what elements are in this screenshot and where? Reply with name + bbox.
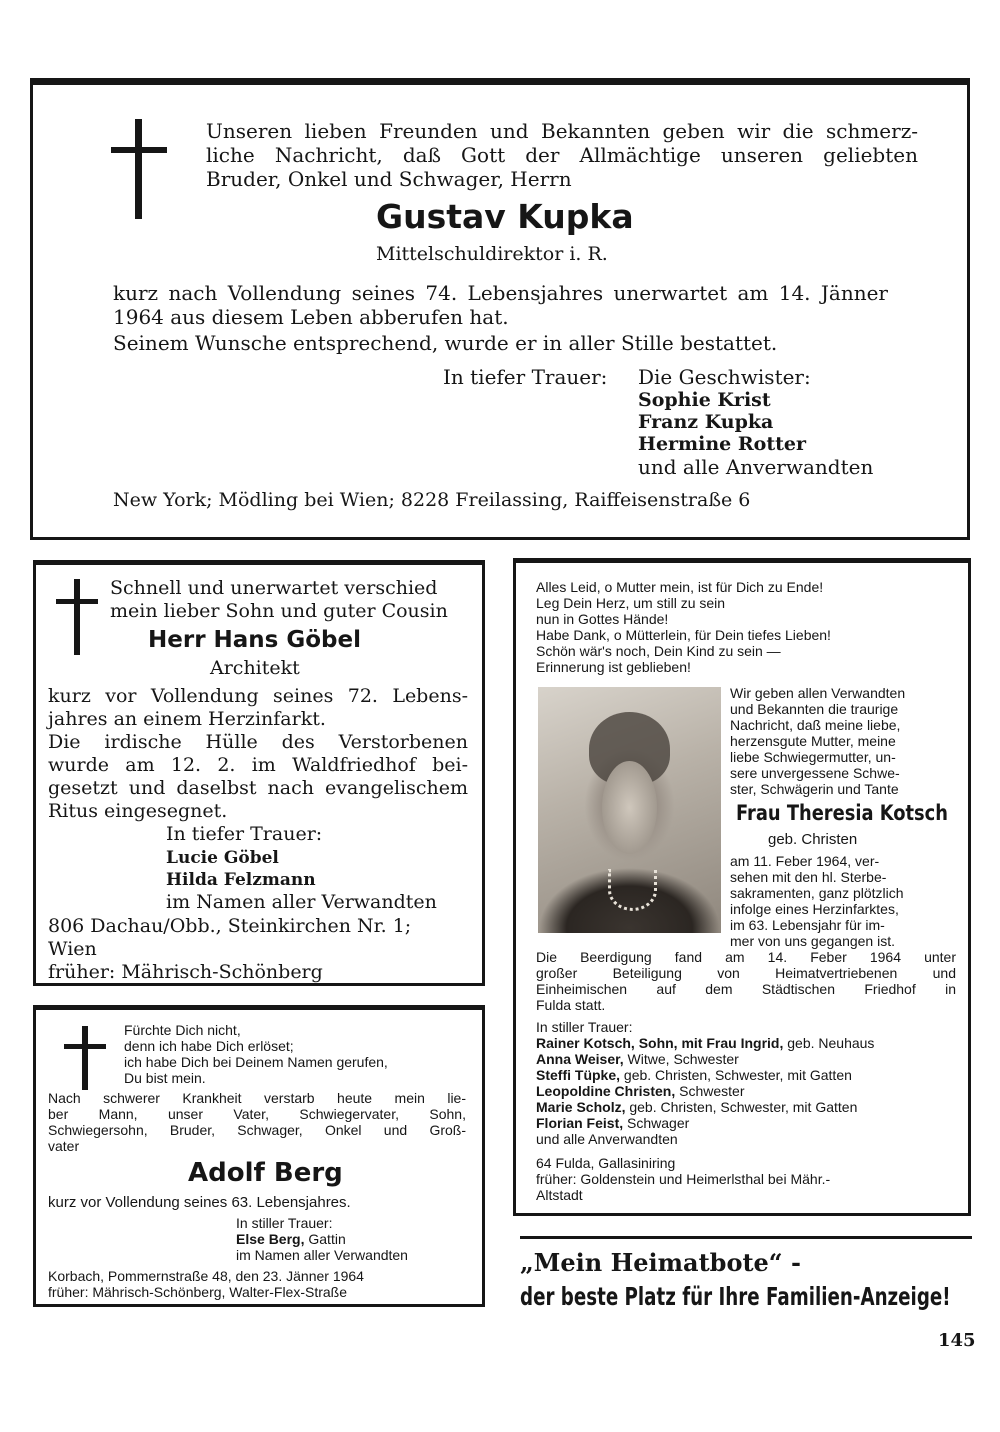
address: früher: Mährisch-Schönberg xyxy=(48,961,323,983)
side-text-line: am 11. Feber 1964, ver- xyxy=(730,853,880,869)
mourner: Marie Scholz, geb. Christen, Schwester, mit Gatten xyxy=(536,1099,858,1115)
body-line: gesetzt und daselbst nach evangelischem xyxy=(48,777,468,799)
mourning-label: In stiller Trauer: xyxy=(536,1019,633,1035)
address: früher: Goldenstein und Heimerlsthal bei Mähr.- xyxy=(536,1171,831,1187)
poem-line: Alles Leid, o Mutter mein, ist für Dich zu Ende! xyxy=(536,579,824,595)
address: 806 Dachau/Obb., Steinkirchen Nr. 1; xyxy=(48,915,412,937)
deceased-born: geb. Christen xyxy=(768,831,858,848)
side-text-line: liebe Schwiegermutter, un- xyxy=(730,749,896,765)
mourner: Anna Weiser, Witwe, Schwester xyxy=(536,1051,739,1067)
address: Korbach, Pommernstraße 48, den 23. Jänner 1964 xyxy=(48,1268,364,1284)
ad-subtitle: der beste Platz für Ihre Familien-Anzeige! xyxy=(520,1282,951,1311)
body-line: Die Beerdigung fand am 14. Feber 1964 unter xyxy=(536,949,956,965)
mourner: Florian Feist, Schwager xyxy=(536,1115,690,1131)
poem-line: Schön wär's noch, Dein Kind zu sein — xyxy=(536,643,781,659)
mourner: Franz Kupka xyxy=(638,411,774,433)
side-text-line: sehen mit den hl. Sterbe- xyxy=(730,869,887,885)
verse-line: Fürchte Dich nicht, xyxy=(124,1022,241,1038)
side-text-line: mer von uns gegangen ist. xyxy=(730,933,895,949)
side-text-line: Nachricht, daß meine liebe, xyxy=(730,717,901,733)
address: Altstadt xyxy=(536,1187,583,1203)
body-line: vater xyxy=(48,1138,80,1154)
address: New York; Mödling bei Wien; 8228 Freilassing, Raiffeisenstraße 6 xyxy=(113,489,751,511)
body-line: jahres an einem Herzinfarkt. xyxy=(48,708,326,730)
intro-line: mein lieber Sohn und guter Cousin xyxy=(110,600,448,622)
page-number: 145 xyxy=(938,1330,976,1351)
intro-line: Bruder, Onkel und Schwager, Herrn xyxy=(206,167,572,191)
side-text-line: sere unvergessene Schwe- xyxy=(730,765,900,781)
mourner: im Namen aller Verwandten xyxy=(236,1247,408,1263)
mourning-label: In stiller Trauer: xyxy=(236,1215,333,1231)
body-line: 1964 aus diesem Leben abberufen hat. xyxy=(113,305,509,329)
mourner: Leopoldine Christen, Schwester xyxy=(536,1083,745,1099)
mourning-label: In tiefer Trauer: xyxy=(166,823,323,845)
cross-icon xyxy=(64,1026,108,1090)
verse-line: Du bist mein. xyxy=(124,1070,206,1086)
poem-line: Habe Dank, o Mütterlein, für Dein tiefes Lieben! xyxy=(536,627,831,643)
side-text-line: und Bekannten die traurige xyxy=(730,701,899,717)
cross-icon xyxy=(111,119,171,219)
mourner: und alle Anverwandten xyxy=(536,1131,678,1147)
deceased-name: Gustav Kupka xyxy=(376,197,634,236)
body-line: Die irdische Hülle des Verstorbenen xyxy=(48,731,468,753)
notice-adolf-berg xyxy=(33,1005,485,1307)
mourning-label: In tiefer Trauer: xyxy=(443,365,608,389)
mourner: Lucie Göbel xyxy=(166,848,279,868)
poem-line: Leg Dein Herz, um still zu sein xyxy=(536,595,726,611)
verse-line: ich habe Dich bei Deinem Namen gerufen, xyxy=(124,1054,388,1070)
side-text-line: sakramenten, ganz plötzlich xyxy=(730,885,904,901)
body-line: Fulda statt. xyxy=(536,997,606,1013)
side-text-line: ster, Schwägerin und Tante xyxy=(730,781,899,797)
address: Wien xyxy=(48,938,97,960)
ad-top-rule xyxy=(520,1236,972,1239)
notice-gustav-kupka xyxy=(30,82,970,540)
side-text-line: infolge eines Herzinfarktes, xyxy=(730,901,899,917)
poem-line: nun in Gottes Hände! xyxy=(536,611,669,627)
mourner: Steffi Tüpke, geb. Christen, Schwester, mit Gatten xyxy=(536,1067,852,1083)
notice-hans-goebel xyxy=(33,560,485,986)
mourner: Hilda Felzmann xyxy=(166,870,316,890)
address: früher: Mährisch-Schönberg, Walter-Flex-Straße xyxy=(48,1284,348,1300)
intro-line: Schnell und unerwartet verschied xyxy=(110,577,438,599)
body-line: kurz nach Vollendung seines 74. Lebensjahres unerwartet am 14. Jänner xyxy=(113,281,888,305)
mourner: und alle Anverwandten xyxy=(638,455,874,479)
deceased-name: Herr Hans Göbel xyxy=(148,627,362,653)
deceased-title: Mittelschuldirektor i. R. xyxy=(376,243,608,265)
ad-title: „Mein Heimatbote“ - xyxy=(520,1248,801,1277)
body-line: Seinem Wunsche entsprechend, wurde er in aller Stille bestattet. xyxy=(113,331,778,355)
body-line: großer Beteiligung von Heimatvertriebenen und xyxy=(536,965,956,981)
body-line: Schwiegersohn, Bruder, Schwager, Onkel und Groß- xyxy=(48,1122,466,1138)
mourner: Die Geschwister: xyxy=(638,365,811,389)
mourner-name: Else Berg, xyxy=(236,1231,305,1247)
mourner xyxy=(236,1231,346,1247)
notice-theresia-kotsch xyxy=(513,558,971,1216)
intro-line: liche Nachricht, daß Gott der Allmächtige unseren geliebten xyxy=(206,143,918,167)
verse-line: denn ich habe Dich erlöset; xyxy=(124,1038,294,1054)
mourner: im Namen aller Verwandten xyxy=(166,891,437,913)
body-line: Einheimischen auf dem Städtischen Friedhof in xyxy=(536,981,956,997)
deceased-title: Architekt xyxy=(210,657,300,679)
body-line: Nach schwerer Krankheit verstarb heute mein lie- xyxy=(48,1090,466,1106)
cross-icon xyxy=(56,579,100,655)
mourner-relation: Gattin xyxy=(304,1231,346,1247)
age-line: kurz vor Vollendung seines 63. Lebensjahres. xyxy=(48,1194,351,1211)
deceased-name: Frau Theresia Kotsch xyxy=(736,801,948,825)
body-line: Ritus eingesegnet. xyxy=(48,800,228,822)
mourner: Hermine Rotter xyxy=(638,433,807,455)
body-line: ber Mann, unser Vater, Schwiegervater, Sohn, xyxy=(48,1106,466,1122)
mourner: Sophie Krist xyxy=(638,389,771,411)
portrait-photo xyxy=(538,687,721,933)
side-text-line: herzensgute Mutter, meine xyxy=(730,733,896,749)
body-line: kurz vor Vollendung seines 72. Lebens- xyxy=(48,685,468,707)
side-text-line: Wir geben allen Verwandten xyxy=(730,685,906,701)
mourner: Rainer Kotsch, Sohn, mit Frau Ingrid, geb. Neuhaus xyxy=(536,1035,875,1051)
poem-line: Erinnerung ist geblieben! xyxy=(536,659,691,675)
body-line: wurde am 12. 2. im Waldfriedhof bei- xyxy=(48,754,468,776)
side-text-line: im 63. Lebensjahr für im- xyxy=(730,917,885,933)
address: 64 Fulda, Gallasiniring xyxy=(536,1155,676,1171)
intro-line: Unseren lieben Freunden und Bekannten geben wir die schmerz- xyxy=(206,119,918,143)
deceased-name: Adolf Berg xyxy=(188,1158,343,1188)
